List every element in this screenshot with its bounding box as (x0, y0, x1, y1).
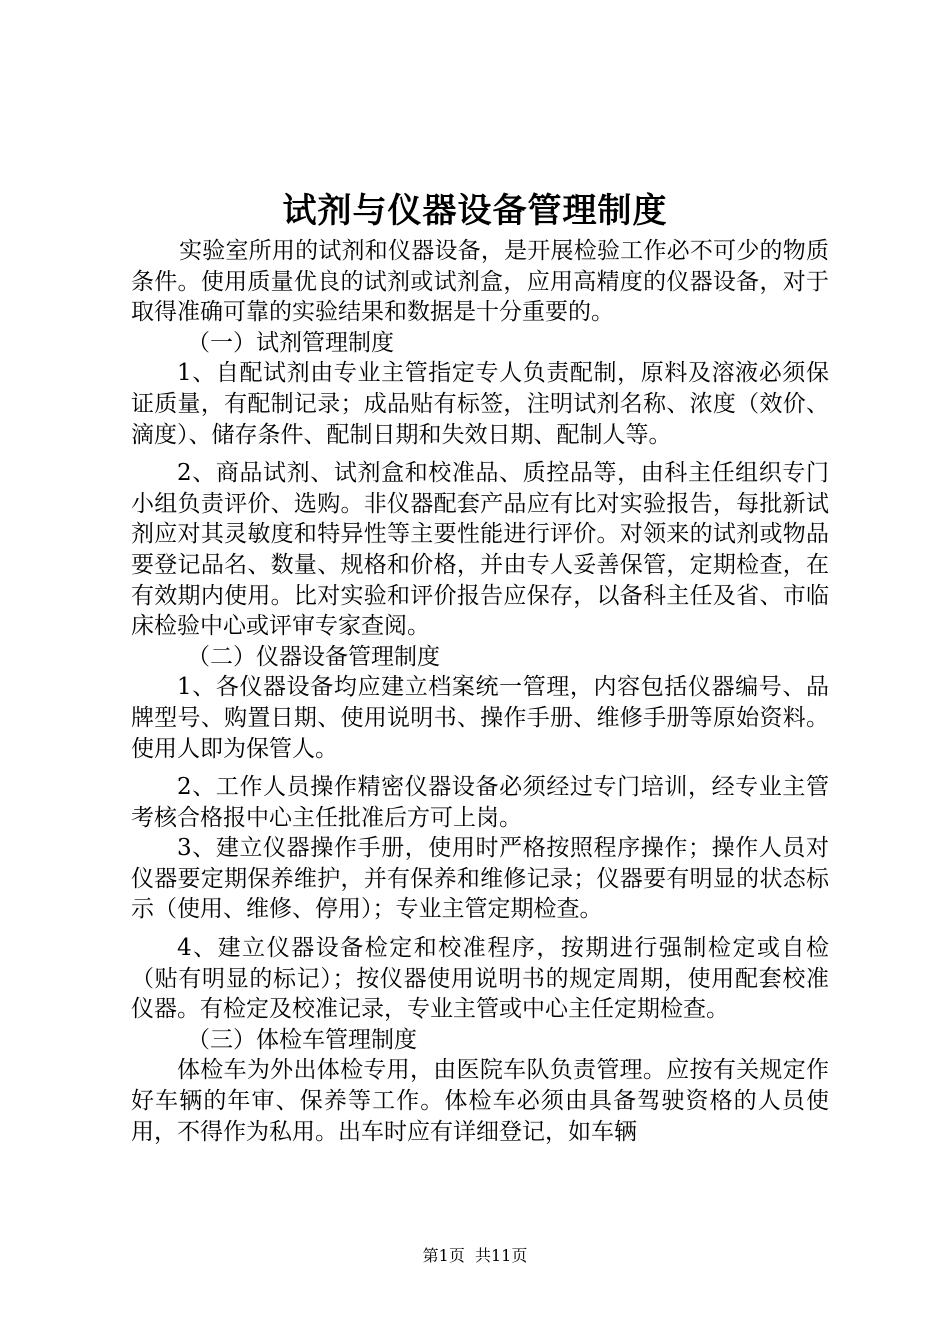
paragraph-instrument-2: 2、工作人员操作精密仪器设备必须经过专门培训，经专业主管考核合格报中心主任批准后方可上岗。 (131, 774, 829, 831)
paragraph-instrument-4: 4、建立仪器设备检定和校准程序，按期进行强制检定或自检（贴有明显的标记）；按仪器使用说明书的规定周期，使用配套校准仪器。有检定及校准记录，专业主管或中心主任定期检查。 (131, 935, 829, 1023)
document-body (131, 236, 829, 1147)
section-heading-instruments: （二）仪器设备管理制度 (187, 643, 440, 670)
paragraph-vehicle-1: 体检车为外出体检专用，由医院车队负责管理。应按有关规定作好车辆的年审、保养等工作。体检车必须由具备驾驶资格的人员使用，不得作为私用。出车时应有详细登记，如车辆 (131, 1057, 829, 1145)
paragraph-instrument-1: 1、各仪器设备均应建立档案统一管理，内容包括仪器编号、品牌型号、购置日期、使用说明书、操作手册、维修手册等原始资料。使用人即为保管人。 (131, 674, 829, 762)
paragraph-instrument-3: 3、建立仪器操作手册，使用时严格按照程序操作；操作人员对仪器要定期保养维护，并有保养和维修记录；仪器要有明显的状态标示（使用、维修、停用）；专业主管定期检查。 (131, 835, 829, 923)
paragraph-intro: 实验室所用的试剂和仪器设备，是开展检验工作必不可少的物质条件。使用质量优良的试剂或试剂盒，应用高精度的仪器设备，对于取得准确可靠的实验结果和数据是十分重要的。 (131, 238, 829, 326)
paragraph-reagent-1: 1、自配试剂由专业主管指定专人负责配制，原料及溶液必须保证质量，有配制记录；成品贴有标签，注明试剂名称、浓度（效价、滴度）、储存条件、配制日期和失效日期、配制人等。 (131, 360, 829, 448)
document-title: 试剂与仪器设备管理制度 (282, 191, 668, 231)
paragraph-reagent-2: 2、商品试剂、试剂盒和校准品、质控品等，由科主任组织专门小组负责评价、选购。非仪器配套产品应有比对实验报告，每批新试剂应对其灵敏度和特异性等主要性能进行评价。对领来的试剂或物品要登记品名、数量、规格和价格，并由专人妥善保管，定期检查，在有效期内使用。比对实验和评价报告应保存，以备科主任及省、市临床检验中心或评审专家查阅。 (131, 460, 829, 640)
section-heading-vehicle: （三）体检车管理制度 (187, 1026, 417, 1053)
section-heading-reagents: （一）试剂管理制度 (187, 329, 394, 356)
page-footer: 第1页 共11页 (422, 1246, 528, 1265)
